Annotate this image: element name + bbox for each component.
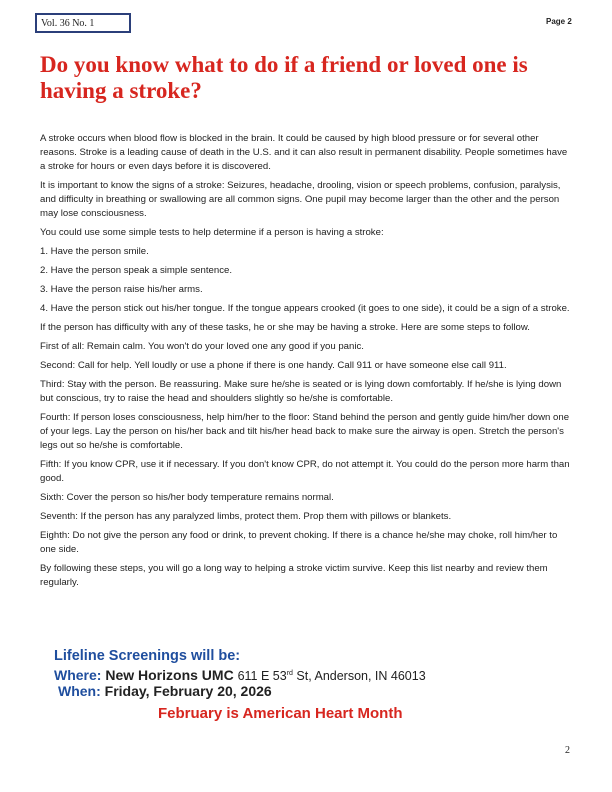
step-item: Fourth: If person loses consciousness, help him/her to the floor: Stand behind the person and gently guide him/her down one of your legs. Lay the person on his/her back and tilt his/her head back to make sure the airway is open. Stretch the person's legs out so he/she is comfortable. (40, 412, 570, 451)
when-label: When: (58, 683, 101, 699)
lifeline-title: Lifeline Screenings will be: (54, 648, 241, 664)
list-item: 3. Have the person raise his/her arms. (40, 284, 203, 295)
paragraph: If the person has difficulty with any of these tasks, he or she may be having a stroke. Here are some steps to follow. (40, 322, 530, 333)
where-address: St, Anderson, IN 46013 (292, 669, 426, 683)
when-line (58, 683, 272, 700)
heart-month-banner: February is American Heart Month (158, 705, 403, 722)
list-item: 1. Have the person smile. (40, 246, 149, 257)
paragraph: A stroke occurs when blood flow is blocked in the brain. It could be caused by high blood pressure or for several other reasons. Stroke is a leading cause of death in the U.S. and it can also result in permanent disability. People sometimes have a stroke for hours or even days before it is discovered. (40, 133, 568, 172)
paragraph: It is important to know the signs of a stroke: Seizures, headache, drooling, vision or speech problems, confusion, paralysis, and difficulty in breathing or swallowing are all common signs. One pupil may become larger than the other and the person may lose consciousness. (40, 180, 561, 219)
where-line (54, 665, 426, 685)
step-item: First of all: Remain calm. You won't do your loved one any good if you panic. (40, 341, 364, 352)
list-item: 4. Have the person stick out his/her tongue. If the tongue appears crooked (it goes to one side), it could be a sign of a stroke. (40, 303, 570, 314)
article-headline: Do you know what to do if a friend or loved one is having a stroke? (40, 52, 528, 103)
page-number: 2 (565, 745, 570, 756)
step-item: Second: Call for help. Yell loudly or use a phone if there is one handy. Call 911 or have someone else call 911. (40, 360, 507, 371)
step-item: Eighth: Do not give the person any food or drink, to prevent choking. If there is a chance he/she may choke, roll him/her to one side. (40, 530, 558, 555)
page-label: Page 2 (546, 17, 572, 26)
where-place: New Horizons UMC (105, 667, 234, 683)
volume-label: Vol. 36 No. 1 (35, 13, 131, 33)
where-label: Where: (54, 667, 102, 683)
paragraph: You could use some simple tests to help determine if a person is having a stroke: (40, 227, 384, 238)
step-item: Seventh: If the person has any paralyzed limbs, protect them. Prop them with pillows or blankets. (40, 511, 452, 522)
article-body (40, 132, 574, 595)
step-item: Third: Stay with the person. Be reassuring. Make sure he/she is seated or is lying down comfortably. If he/she is lying down but conscious, try to raise the head and shoulders slightly so he/she is comfortable. (40, 379, 562, 404)
where-street-suffix: rd (286, 670, 293, 677)
paragraph: By following these steps, you will go a long way to helping a stroke victim survive. Keep this list nearby and review them regularly. (40, 563, 548, 588)
where-street-number: 611 E 53 (237, 669, 287, 683)
step-item: Fifth: If you know CPR, use it if necessary. If you don't know CPR, do not attempt it. You could do the person more harm than good. (40, 459, 570, 484)
when-date: Friday, February 20, 2026 (104, 683, 272, 699)
step-item: Sixth: Cover the person so his/her body temperature remains normal. (40, 492, 334, 503)
list-item: 2. Have the person speak a simple sentence. (40, 265, 232, 276)
